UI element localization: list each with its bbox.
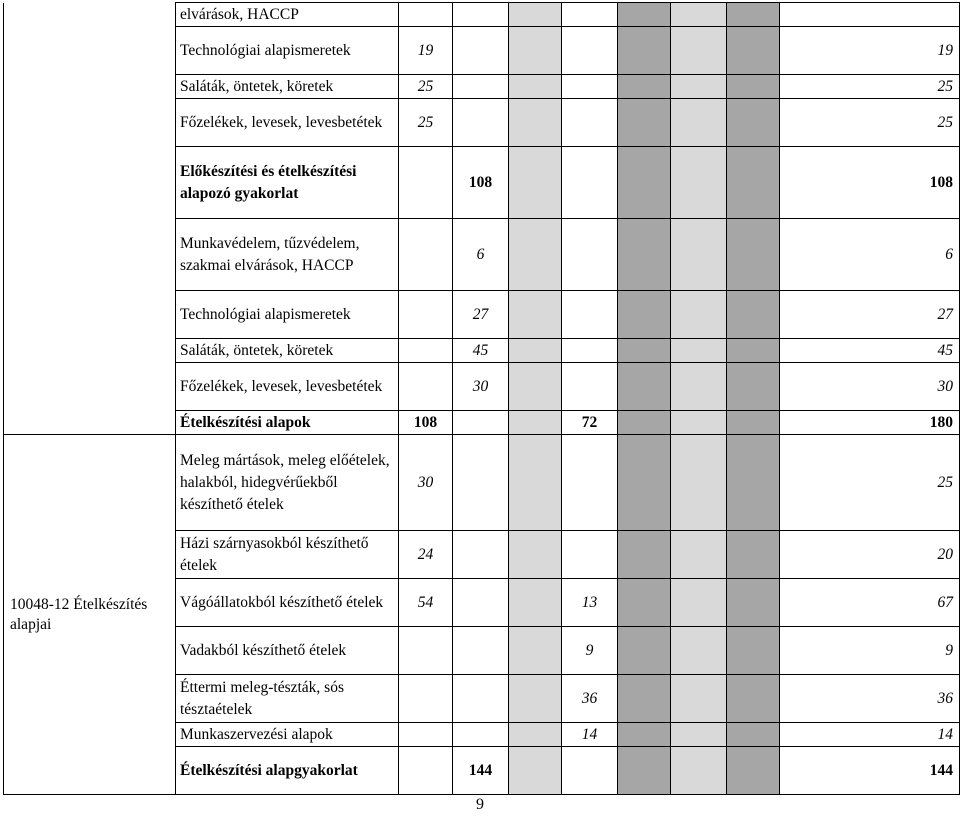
hours-col1-cell: [399, 723, 453, 747]
shaded-cell: [618, 75, 671, 99]
subject-name-cell: Ételkészítési alapgyakorlat: [176, 747, 399, 795]
total-hours-cell: 19: [780, 27, 960, 75]
total-hours-cell: 9: [780, 627, 960, 675]
shaded-cell: [509, 147, 562, 219]
hours-col1-cell: 24: [399, 531, 453, 579]
hours-col2-cell: 6: [453, 219, 509, 291]
shaded-cell: [509, 339, 562, 363]
shaded-cell: [618, 147, 671, 219]
total-hours-cell: 6: [780, 219, 960, 291]
shaded-cell: [671, 3, 727, 27]
shaded-cell: [618, 723, 671, 747]
hours-col2-cell: [453, 27, 509, 75]
shaded-cell: [671, 291, 727, 339]
shaded-cell: [618, 291, 671, 339]
hours-col3-cell: [562, 27, 618, 75]
shaded-cell: [727, 675, 780, 723]
total-hours-cell: 180: [780, 411, 960, 435]
shaded-cell: [509, 627, 562, 675]
shaded-cell: [671, 411, 727, 435]
hours-col3-cell: [562, 3, 618, 27]
total-hours-cell: 14: [780, 723, 960, 747]
table-row: [4, 3, 960, 27]
subject-name-cell: Munkaszervezési alapok: [176, 723, 399, 747]
hours-col1-cell: [399, 147, 453, 219]
page-number: 9: [476, 796, 484, 813]
shaded-cell: [727, 3, 780, 27]
subject-name-cell: Meleg mártások, meleg előételek, halakból, hidegvérűekből készíthető ételek: [176, 435, 399, 531]
hours-col3-cell: 72: [562, 411, 618, 435]
shaded-cell: [727, 291, 780, 339]
hours-col1-cell: [399, 627, 453, 675]
hours-col1-cell: [399, 339, 453, 363]
shaded-cell: [671, 75, 727, 99]
hours-col2-cell: [453, 723, 509, 747]
shaded-cell: [509, 99, 562, 147]
total-hours-cell: 108: [780, 147, 960, 219]
shaded-cell: [509, 411, 562, 435]
shaded-cell: [618, 363, 671, 411]
shaded-cell: [671, 147, 727, 219]
hours-col2-cell: [453, 675, 509, 723]
subject-name-cell: Saláták, öntetek, köretek: [176, 339, 399, 363]
hours-col2-cell: [453, 75, 509, 99]
shaded-cell: [509, 291, 562, 339]
subject-name-cell: Házi szárnyasokból készíthető ételek: [176, 531, 399, 579]
total-hours-cell: 30: [780, 363, 960, 411]
hours-col3-cell: 9: [562, 627, 618, 675]
shaded-cell: [727, 219, 780, 291]
hours-col3-cell: [562, 75, 618, 99]
shaded-cell: [671, 99, 727, 147]
hours-col2-cell: 30: [453, 363, 509, 411]
subject-name-cell: Előkészítési és ételkészítési alapozó gyakorlat: [176, 147, 399, 219]
hours-col1-cell: 25: [399, 99, 453, 147]
shaded-cell: [671, 531, 727, 579]
subject-name-cell: Ételkészítési alapok: [176, 411, 399, 435]
subject-name-cell: Vágóállatokból készíthető ételek: [176, 579, 399, 627]
hours-col3-cell: [562, 747, 618, 795]
total-hours-cell: 144: [780, 747, 960, 795]
hours-col2-cell: 45: [453, 339, 509, 363]
hours-col3-cell: [562, 531, 618, 579]
hours-col2-cell: [453, 531, 509, 579]
hours-col1-cell: [399, 675, 453, 723]
shaded-cell: [509, 675, 562, 723]
total-hours-cell: 27: [780, 291, 960, 339]
curriculum-table: [3, 2, 960, 795]
subject-name-cell: elvárások, HACCP: [176, 3, 399, 27]
module-cell: 10048-12 Ételkészítés alapjai: [4, 435, 176, 795]
shaded-cell: [509, 3, 562, 27]
shaded-cell: [509, 435, 562, 531]
shaded-cell: [671, 219, 727, 291]
hours-col3-cell: [562, 291, 618, 339]
shaded-cell: [671, 339, 727, 363]
subject-name-cell: Munkavédelem, tűzvédelem, szakmai elvárások, HACCP: [176, 219, 399, 291]
shaded-cell: [727, 99, 780, 147]
shaded-cell: [618, 3, 671, 27]
hours-col2-cell: [453, 3, 509, 27]
shaded-cell: [671, 27, 727, 75]
shaded-cell: [618, 339, 671, 363]
shaded-cell: [727, 723, 780, 747]
hours-col1-cell: [399, 219, 453, 291]
hours-col3-cell: [562, 435, 618, 531]
hours-col1-cell: [399, 3, 453, 27]
hours-col3-cell: [562, 339, 618, 363]
hours-col3-cell: 14: [562, 723, 618, 747]
shaded-cell: [727, 531, 780, 579]
shaded-cell: [618, 627, 671, 675]
shaded-cell: [509, 27, 562, 75]
hours-col2-cell: [453, 627, 509, 675]
shaded-cell: [618, 435, 671, 531]
shaded-cell: [618, 747, 671, 795]
shaded-cell: [618, 411, 671, 435]
shaded-cell: [509, 579, 562, 627]
subject-name-cell: Éttermi meleg-tészták, sós tésztaételek: [176, 675, 399, 723]
shaded-cell: [618, 27, 671, 75]
subject-name-cell: Technológiai alapismeretek: [176, 291, 399, 339]
shaded-cell: [727, 339, 780, 363]
shaded-cell: [509, 75, 562, 99]
shaded-cell: [509, 531, 562, 579]
hours-col2-cell: [453, 411, 509, 435]
module-cell-top: [4, 3, 176, 435]
shaded-cell: [727, 27, 780, 75]
hours-col2-cell: 108: [453, 147, 509, 219]
shaded-cell: [727, 363, 780, 411]
hours-col3-cell: 13: [562, 579, 618, 627]
hours-col1-cell: 54: [399, 579, 453, 627]
hours-col3-cell: 36: [562, 675, 618, 723]
hours-col3-cell: [562, 363, 618, 411]
shaded-cell: [509, 219, 562, 291]
shaded-cell: [727, 435, 780, 531]
subject-name-cell: Vadakból készíthető ételek: [176, 627, 399, 675]
table-row: [4, 435, 960, 531]
shaded-cell: [727, 627, 780, 675]
shaded-cell: [618, 531, 671, 579]
total-hours-cell: 25: [780, 435, 960, 531]
shaded-cell: [618, 219, 671, 291]
shaded-cell: [618, 99, 671, 147]
hours-col2-cell: [453, 99, 509, 147]
total-hours-cell: 25: [780, 75, 960, 99]
total-hours-cell: 45: [780, 339, 960, 363]
total-hours-cell: 67: [780, 579, 960, 627]
hours-col1-cell: 19: [399, 27, 453, 75]
shaded-cell: [727, 579, 780, 627]
shaded-cell: [671, 627, 727, 675]
shaded-cell: [727, 411, 780, 435]
shaded-cell: [509, 723, 562, 747]
hours-col1-cell: 25: [399, 75, 453, 99]
shaded-cell: [671, 747, 727, 795]
hours-col2-cell: [453, 435, 509, 531]
shaded-cell: [727, 747, 780, 795]
hours-col1-cell: 30: [399, 435, 453, 531]
hours-col1-cell: [399, 747, 453, 795]
shaded-cell: [727, 147, 780, 219]
hours-col2-cell: 144: [453, 747, 509, 795]
subject-name-cell: Saláták, öntetek, köretek: [176, 75, 399, 99]
hours-col3-cell: [562, 147, 618, 219]
subject-name-cell: Technológiai alapismeretek: [176, 27, 399, 75]
hours-col2-cell: 27: [453, 291, 509, 339]
hours-col1-cell: 108: [399, 411, 453, 435]
total-hours-cell: 25: [780, 99, 960, 147]
shaded-cell: [618, 675, 671, 723]
shaded-cell: [671, 675, 727, 723]
total-hours-cell: [780, 3, 960, 27]
hours-col1-cell: [399, 291, 453, 339]
total-hours-cell: 36: [780, 675, 960, 723]
shaded-cell: [509, 363, 562, 411]
shaded-cell: [509, 747, 562, 795]
hours-col1-cell: [399, 363, 453, 411]
shaded-cell: [671, 723, 727, 747]
shaded-cell: [671, 435, 727, 531]
shaded-cell: [727, 75, 780, 99]
total-hours-cell: 20: [780, 531, 960, 579]
shaded-cell: [671, 363, 727, 411]
subject-name-cell: Főzelékek, levesek, levesbetétek: [176, 363, 399, 411]
hours-col2-cell: [453, 579, 509, 627]
hours-col3-cell: [562, 219, 618, 291]
hours-col3-cell: [562, 99, 618, 147]
subject-name-cell: Főzelékek, levesek, levesbetétek: [176, 99, 399, 147]
shaded-cell: [618, 579, 671, 627]
shaded-cell: [671, 579, 727, 627]
